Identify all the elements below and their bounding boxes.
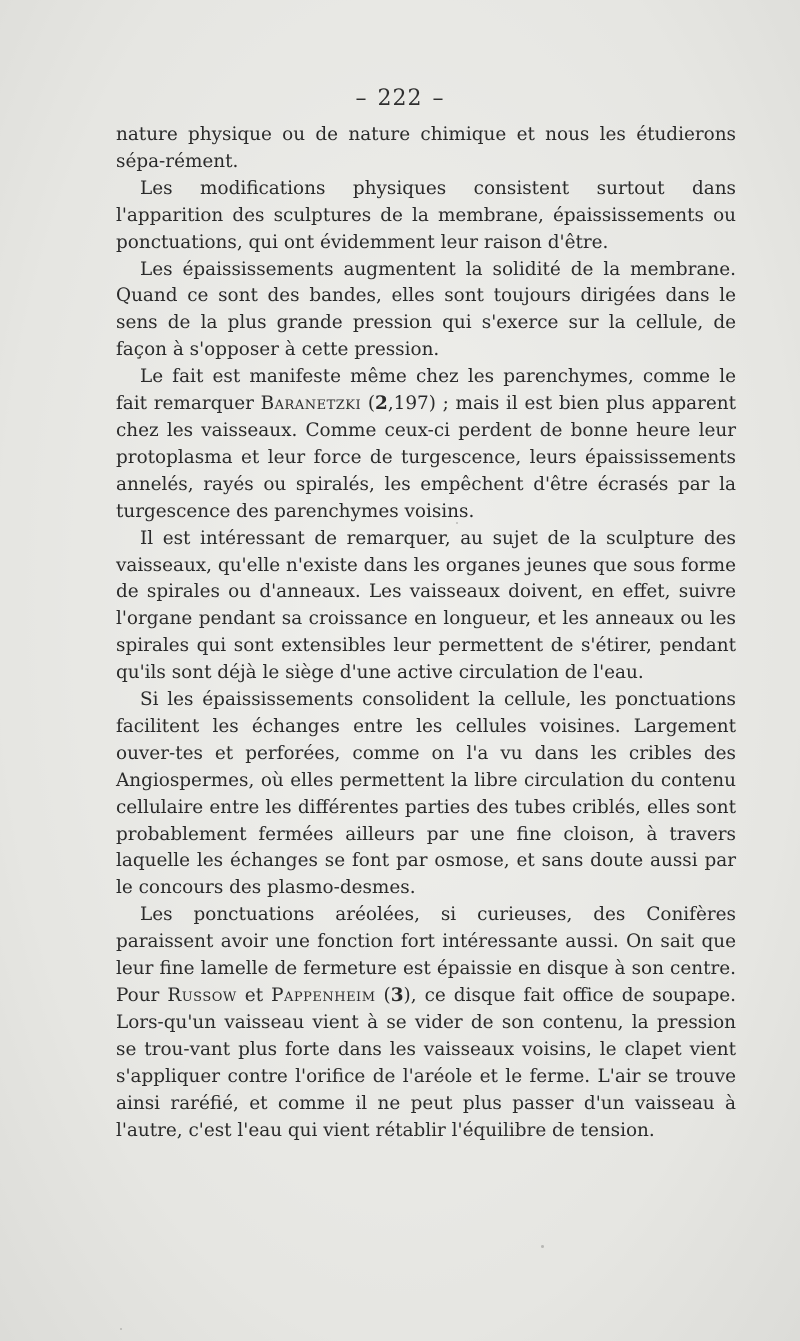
paper-speck <box>456 522 458 524</box>
paragraph-parenchyma <box>116 364 736 525</box>
paper-speck <box>120 1328 122 1330</box>
citation-page: ,197) <box>387 393 443 415</box>
paper-speck <box>541 1245 544 1248</box>
author-baranetzki: Baranetzki <box>260 393 362 415</box>
body-text <box>116 122 736 1144</box>
paragraph-physical-modifications: Les modifications physiques consistent surtout dans l'apparition des sculptures de la membrane, épaississements ou ponctuations, qui ont évidemment leur raison d'être. <box>116 177 736 253</box>
paragraph-parenchyma-text-end: ; mais il est bien plus apparent chez les vaisseaux. Comme ceux-ci perdent de bonne heure leur protoplasma et leur force de turgescence, leurs épaississements annelés, rayés ou spiralés, les empêchent d'être écrasés par la turgescence des parenchymes voisins. <box>116 393 737 522</box>
author-conjunction: et <box>236 985 272 1006</box>
page-number <box>0 86 800 111</box>
author-russow: Russow <box>167 985 237 1006</box>
paragraph-bordered-pits-text-end: , ce disque fait office de soupape. Lors-qu'un vaisseau vient à se vider de son contenu, la pression se trou-vant plus forte dans les vaisseaux voisins, le clapet vient s'appliquer contre l'orifice de l'aréole et le ferme. L'air se trouve ainsi raréfié, et comme il ne peut plus passer d'un vaisseau à l'autre, c'est l'eau qui vient rétablir l'équilibre de tension. <box>116 985 736 1141</box>
paragraph-vessel-sculpture: Il est intéressant de remarquer, au sujet de la sculpture des vaisseaux, qu'elle n'existe dans les organes jeunes que sous forme de spirales ou d'anneaux. Les vaisseaux doivent, en effet, suivre l'organe pendant sa croissance en longueur, et les anneaux ou les spirales qui sont extensibles leur permettent de s'étirer, pendant qu'ils sont déjà le siège d'une active circulation de l'eau. <box>116 527 736 684</box>
page-number-dash-right: – <box>432 86 445 111</box>
page-number-dash-left: – <box>355 86 368 111</box>
paragraph-thickenings: Les épaississements augmentent la solidité de la membrane. Quand ce sont des bandes, elles sont toujours dirigées dans le sens de la plus grande pression qui s'exerce sur la cellule, de façon à s'opposer à cette pression. <box>116 258 736 361</box>
paragraph-parenchyma-text-start: Le fait est manifeste même chez les parenchymes, comme le fait remarquer <box>116 366 736 415</box>
author-pappenheim: Pappenheim <box>271 985 376 1006</box>
page-number-value: 222 <box>377 86 423 111</box>
citation-close: ) <box>403 985 411 1006</box>
citation-ref-number: 2 <box>375 393 388 415</box>
paragraph-bordered-pits <box>116 902 736 1144</box>
citation-open: ( <box>361 393 376 415</box>
citation-open: ( <box>375 985 391 1006</box>
paragraph-pits: Si les épaississements consolident la cellule, les ponctuations facilitent les échanges entre les cellules voisines. Largement ouver-tes et perforées, comme on l'a vu dans les cribles des Angiospermes, où elles permettent la libre circulation du contenu cellulaire entre les différentes parties des tubes criblés, elles sont probablement fermées ailleurs par une fine cloison, à travers laquelle les échanges se font par osmose, et sans doute aussi par le concours des plasmo-desmes. <box>116 689 736 899</box>
paragraph-bordered-pits-text-start: Les ponctuations aréolées, si curieuses, des Conifères paraissent avoir une fonction fort intéressante aussi. On sait que leur fine lamelle de fermeture est épaissie en disque à son centre. Pour <box>116 904 736 1006</box>
citation-ref-number: 3 <box>390 985 404 1006</box>
paragraph-continuation: nature physique ou de nature chimique et nous les étudierons sépa-rément. <box>116 124 736 172</box>
